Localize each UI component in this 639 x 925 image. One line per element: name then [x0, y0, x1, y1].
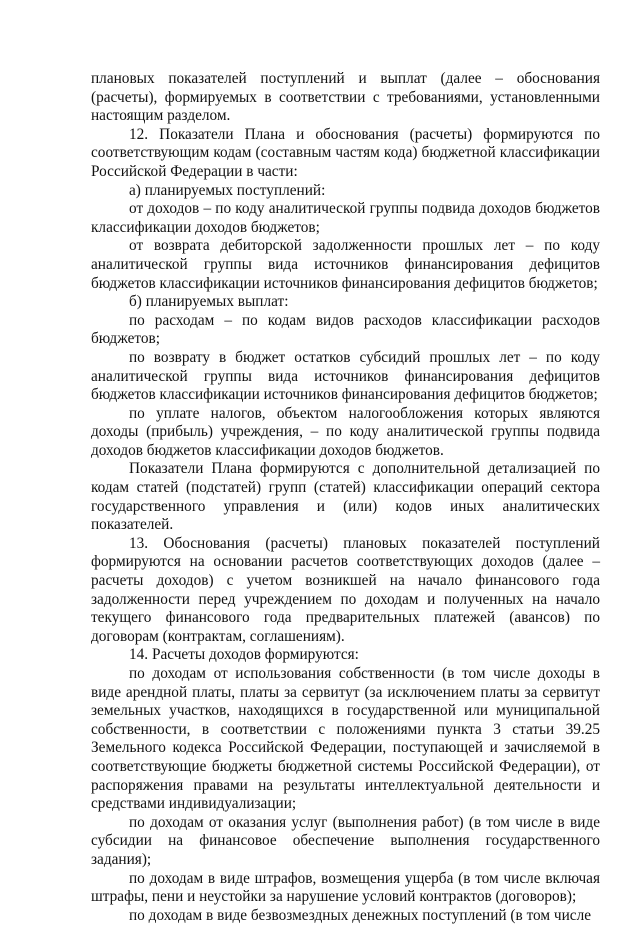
- paragraph: по доходам от использования собственности (в том числе доходы в виде арендной платы, платы за сервитут (за исключением платы за сервитут земельных участков, находящихся в государственной или муниципальной собственности, в соответствии с положениями пункта 3 статьи 39.25 Земельного кодекса Российской Федерации, поступающей и зачисляемой в соответствующие бюджеты бюджетной системы Российской Федерации), от распоряжения правами на результаты интеллектуальной деятельности и средствами индивидуализации;: [91, 665, 600, 813]
- paragraph: по расходам – по кодам видов расходов классификации расходов бюджетов;: [91, 311, 600, 348]
- paragraph-item-14: 14. Расчеты доходов формируются:: [129, 646, 359, 664]
- paragraph: по доходам от оказания услуг (выполнения работ) (в том числе в виде субсидии на финансовое обеспечение выполнения государственного задания);: [91, 813, 600, 868]
- paragraph-subitem-a: а) планируемых поступлений:: [129, 181, 326, 199]
- document-body: [91, 70, 600, 925]
- paragraph-truncated: по доходам в виде безвозмездных денежных поступлений (в том числе: [129, 906, 592, 924]
- paragraph-item-12: 12. Показатели Плана и обоснования (расчеты) формируются по соответствующим кодам (составным частям кода) бюджетной классификации Российской Федерации в части:: [91, 125, 600, 180]
- paragraph: по доходам в виде штрафов, возмещения ущерба (в том числе включая штрафы, пени и неустойки за нарушение условий контрактов (договоров);: [91, 869, 600, 906]
- paragraph: по возврату в бюджет остатков субсидий прошлых лет – по коду аналитической группы вида источников финансирования дефицитов бюджетов классификации источников финансирования дефицитов бюджетов;: [91, 348, 600, 404]
- paragraph: от возврата дебиторской задолженности прошлых лет – по коду аналитической группы вида источников финансирования дефицитов бюджетов классификации источников финансирования дефицитов бюджетов;: [91, 237, 600, 292]
- paragraph-subitem-b: б) планируемых выплат:: [129, 293, 289, 311]
- paragraph: по уплате налогов, объектом налогообложения которых являются доходы (прибыль) учреждения, – по коду аналитической группы подвида доходов бюджетов классификации доходов бюджетов.: [91, 404, 600, 459]
- paragraph-continuation: плановых показателей поступлений и выплат (далее – обоснования (расчеты), формируемых в соответствии с требованиями, установленными настоящим разделом.: [91, 70, 600, 125]
- paragraph: от доходов – по коду аналитической группы подвида доходов бюджетов классификации доходов бюджетов;: [91, 200, 600, 236]
- paragraph-item-13: 13. Обоснования (расчеты) плановых показателей поступлений формируются на основании расчетов соответствующих доходов (далее – расчеты доходов) с учетом возникшей на начало финансового года задолженности перед учреждением по доходам и полученных на начало текущего финансового года предварительных платежей (авансов) по договорам (контрактам, соглашениям).: [91, 534, 600, 645]
- paragraph: Показатели Плана формируются с дополнительной детализацией по кодам статей (подстатей) групп (статей) классификации операций сектора государственного управления и (или) кодов иных аналитических показателей.: [91, 460, 600, 534]
